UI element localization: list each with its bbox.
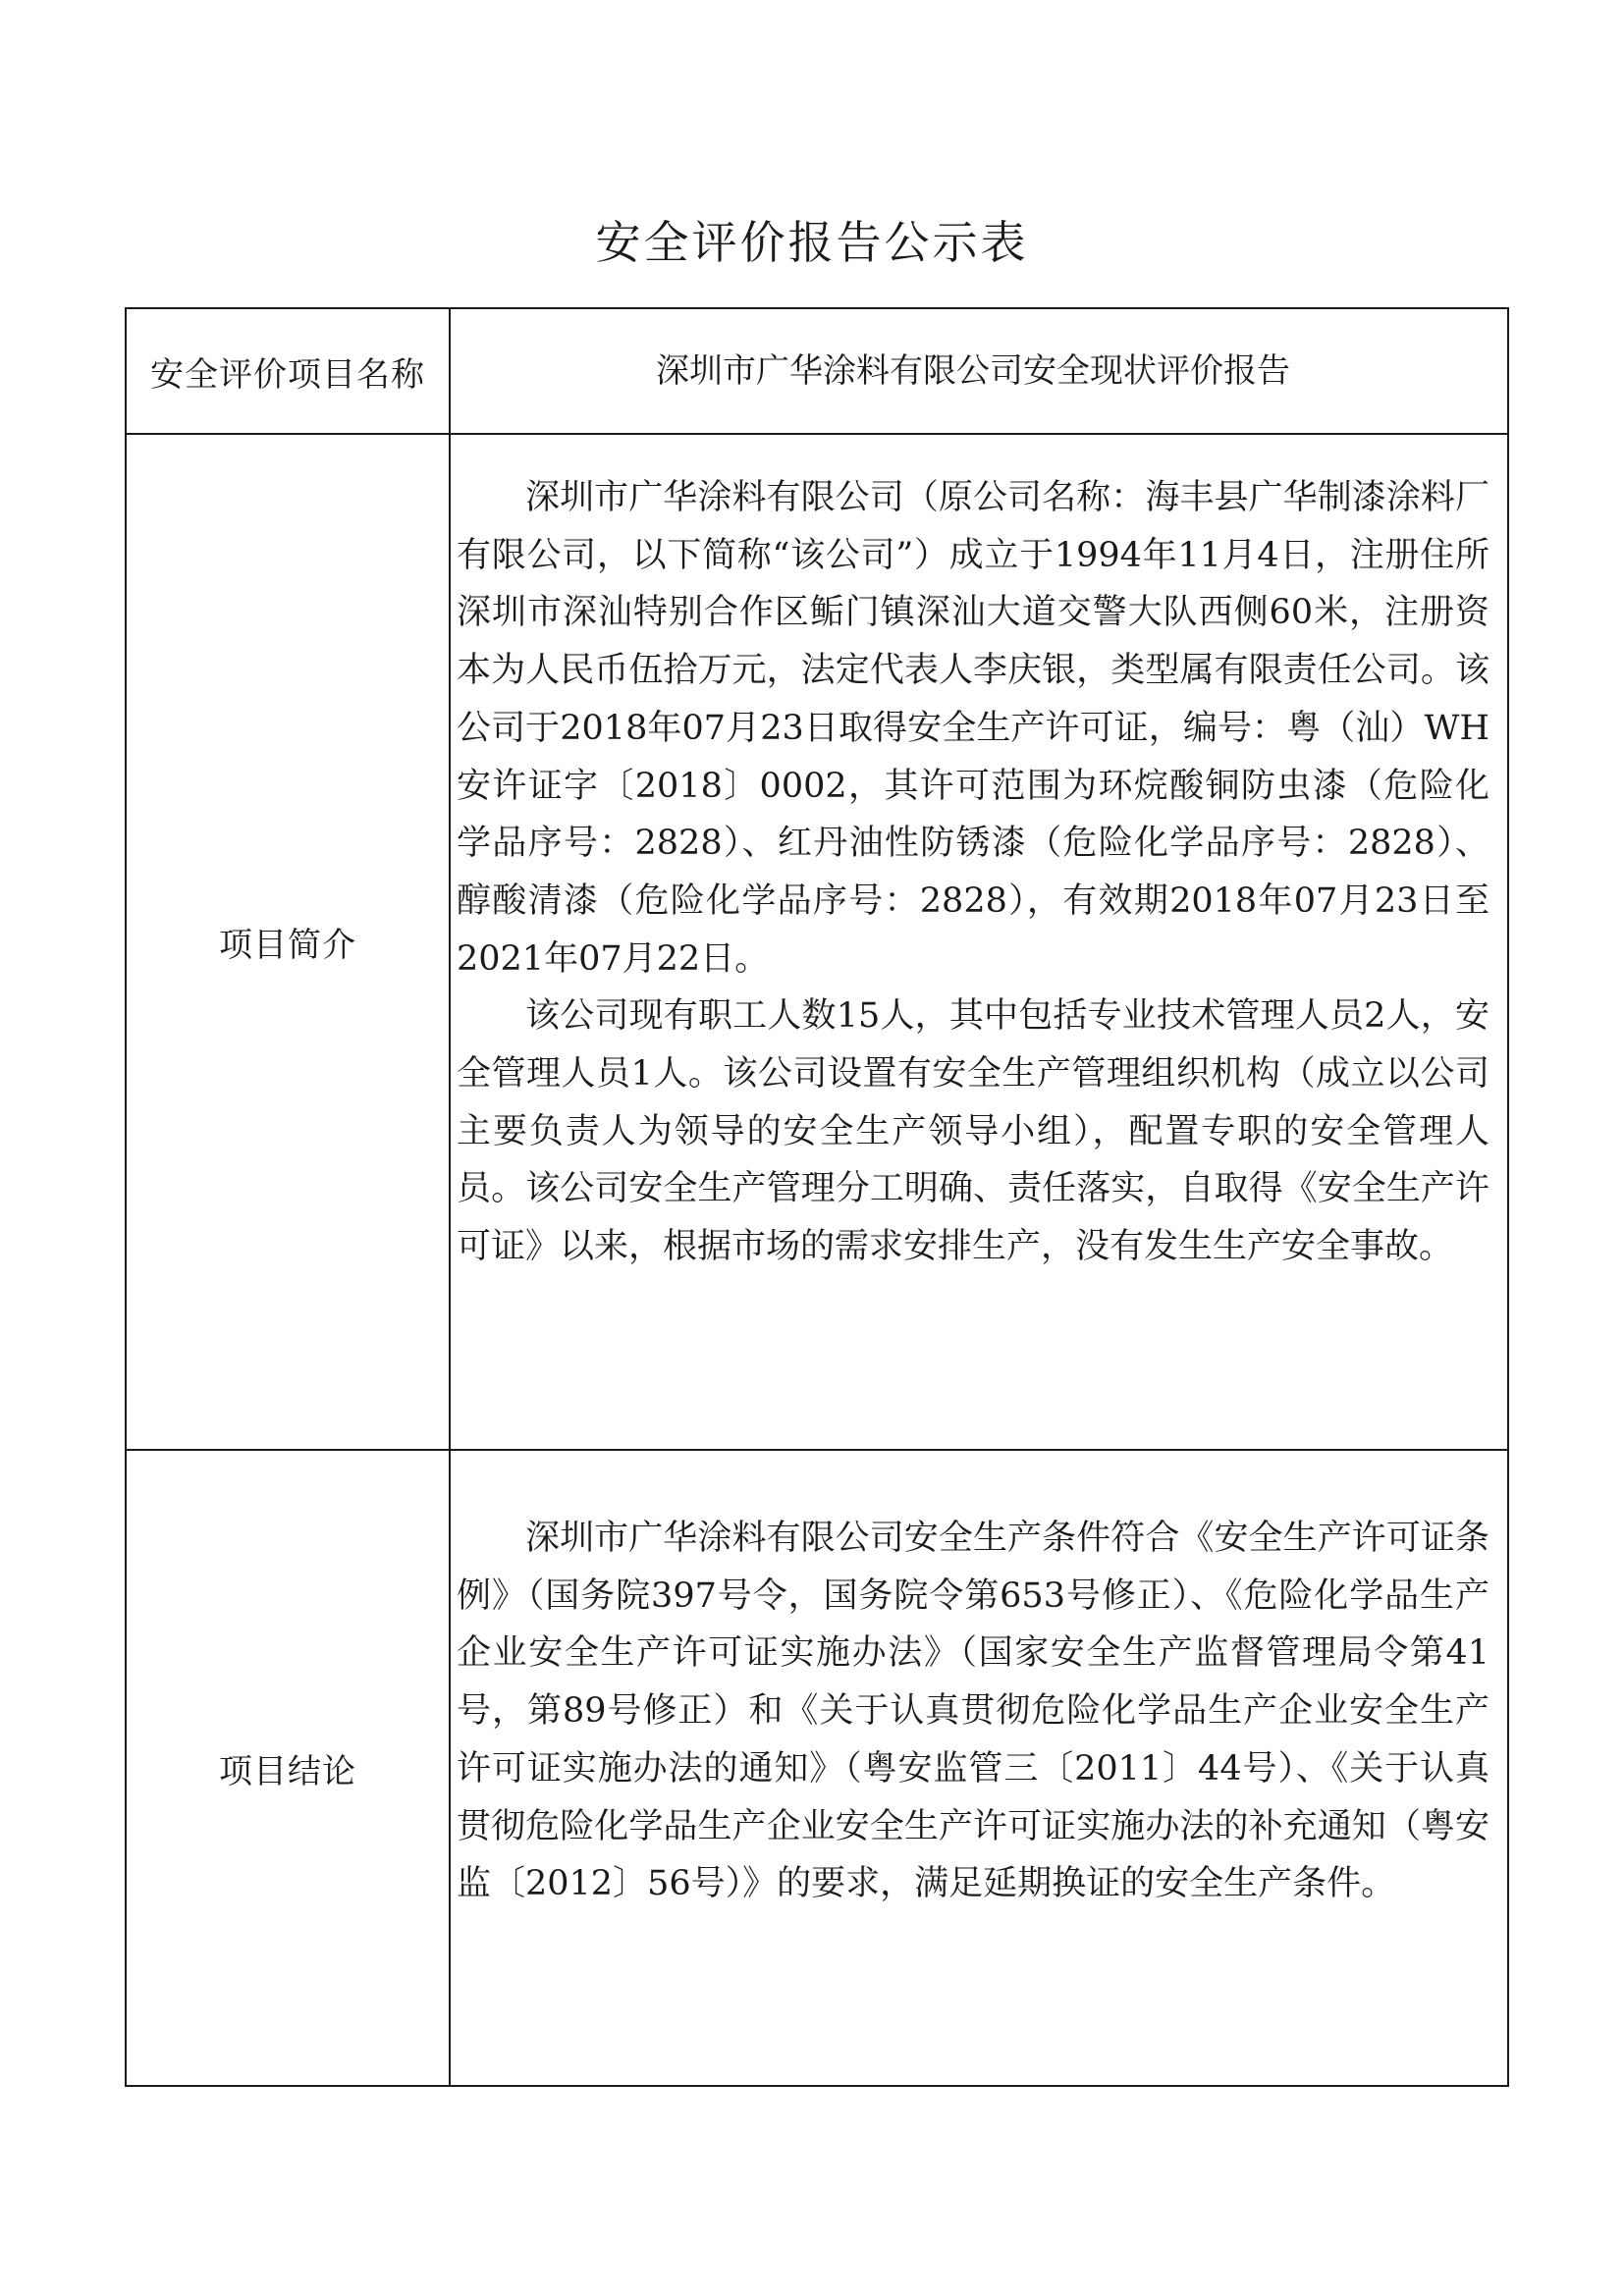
table-row-project-intro bbox=[126, 434, 1508, 1450]
project-intro-content bbox=[450, 434, 1508, 1450]
table-row-project-conclusion bbox=[126, 1450, 1508, 2086]
conclusion-paragraph: 深圳市广华涂料有限公司安全生产条件符合《安全生产许可证条例》（国务院397号令，国务院令第653号修正）、《危险化学品生产企业安全生产许可证实施办法》（国家安全生产监督管理局令第41号，第89号修正）和《关于认真贯彻危险化学品生产企业安全生产许可证实施办法的通知》（粤安监管三〔2011〕44号）、《关于认真贯彻危险化学品生产企业安全生产许可证实施办法的补充通知（粤安监〔2012〕56号）》的要求，满足延期换证的安全生产条件。 bbox=[457, 1519, 1489, 1904]
page-title: 安全评价报告公示表 bbox=[595, 216, 1029, 269]
table-row-project-name bbox=[126, 308, 1508, 434]
project-name-label: 安全评价项目名称 bbox=[126, 308, 450, 434]
project-conclusion-label: 项目结论 bbox=[126, 1450, 450, 2086]
disclosure-table bbox=[125, 307, 1509, 2087]
project-intro-label: 项目简介 bbox=[126, 434, 450, 1450]
project-name-value: 深圳市广华涂料有限公司安全现状评价报告 bbox=[450, 308, 1508, 434]
intro-paragraph: 深圳市广华涂料有限公司（原公司名称：海丰县广华制漆涂料厂有限公司，以下简称“该公司”）成立于1994年11月4日，注册住所深圳市深汕特别合作区鲘门镇深汕大道交警大队西侧60米，注册资本为人民币伍拾万元，法定代表人李庆银，类型属有限责任公司。该公司于2018年07月23日取得安全生产许可证，编号：粤（汕）WH安许证字〔2018〕0002，其许可范围为环烷酸铜防虫漆（危险化学品序号：2828）、红丹油性防锈漆（危险化学品序号：2828）、醇酸清漆（危险化学品序号：2828），有效期2018年07月23日至2021年07月22日。 bbox=[457, 478, 1489, 979]
intro-paragraph: 该公司现有职工人数15人，其中包括专业技术管理人员2人，安全管理人员1人。该公司设置有安全生产管理组织机构（成立以公司主要负责人为领导的安全生产领导小组），配置专职的安全管理人员。该公司安全生产管理分工明确、责任落实，自取得《安全生产许可证》以来，根据市场的需求安排生产，没有发生生产安全事故。 bbox=[457, 996, 1489, 1267]
project-conclusion-content bbox=[450, 1450, 1508, 2086]
